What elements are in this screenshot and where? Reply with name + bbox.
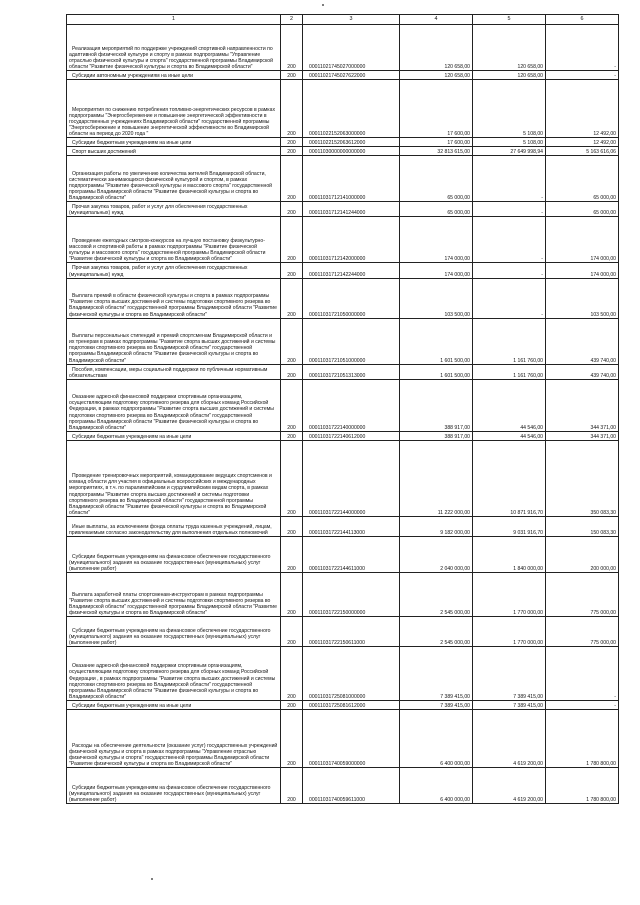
row-executed-amount: 7 389 415,00 [473,700,546,709]
row-executed-amount: 1 161 760,00 [473,318,546,364]
row-approved-amount: 17 600,00 [400,80,473,138]
row-executed-amount: 120 658,00 [473,25,546,71]
row-description [67,440,281,516]
row-description [67,710,281,768]
table-row [67,516,619,536]
budget-table-sheet [66,14,618,804]
row-budget-code: 00011031712141000000 [303,156,400,202]
row-line-code: 200 [281,71,303,80]
row-description-text: Субсидии бюджетным учреждениям на иные цели [72,702,192,709]
row-budget-code: 00011031725081000000 [303,646,400,700]
header-cell-6: 6 [546,15,619,25]
table-row [67,156,619,202]
row-line-code: 200 [281,572,303,616]
row-approved-amount: 174 000,00 [400,217,473,263]
row-unexecuted-amount: 775 000,00 [546,572,619,616]
row-description [67,646,281,700]
row-description-text: Субсидии бюджетным учреждениям на иные цели [72,433,192,440]
row-executed-amount: 5 108,00 [473,80,546,138]
row-line-code: 200 [281,440,303,516]
row-budget-code: 00011022152063612000 [303,138,400,147]
scan-speck [322,4,324,6]
row-line-code: 200 [281,364,303,379]
row-description [67,263,281,278]
row-description-text: Проведение ежегодных смотров-конкурсов на лучшую постановку физкультурно-массовой и спортивной работы в рамках подпрограммы "Развитие физической культуры и массового спорта" государственной программы Владимирской области "Развитие физической культуры и спорта во Владимирской области" [69,238,266,263]
row-unexecuted-amount: 65 000,00 [546,202,619,217]
row-approved-amount: 174 000,00 [400,263,473,278]
row-executed-amount: 1 840 000,00 [473,536,546,572]
row-description-text: Выплата премий в области физической культуры и спорта в рамках подпрограммы "Развитие спорта высших достижений и системы подготовки спортивного резерва во Владимирской области" государственной программы Владимирской области "Развитие физической культуры и спорта во Владимирской области" [69,293,277,318]
row-description-text: Субсидии бюджетным учреждениям на финансовое обеспечение государственного (муниципального) задания на оказание государственных (муниципальных) услуг (выполнение работ) [69,627,271,646]
row-line-code: 200 [281,318,303,364]
row-line-code: 200 [281,700,303,709]
row-description-text: Выплата заработной платы спортсменам-инструкторам в рамках подпрограммы "Развитие спорта высших достижений и системы подготовки спортивного резерва во Владимирской области" государственной программы Владимирской области "Развитие физической культуры и спорта во Владимирской области" [69,591,277,616]
table-body [67,15,619,804]
row-budget-code: 00011031722150000000 [303,572,400,616]
row-executed-amount: 1 770 000,00 [473,572,546,616]
row-line-code: 200 [281,202,303,217]
table-row [67,364,619,379]
header-cell-3: 3 [303,15,400,25]
row-line-code: 200 [281,616,303,646]
row-description-text: Реализация мероприятий по поддержке учреждений спортивной направленности по адаптивной физической культуре и спорту в рамках подпрограммы "Управление отраслью физической культуры и спорта" государственной программы Владимирской области "Развитие физической культуры и спорта во Владимирской области" [69,45,273,70]
row-budget-code: 00011031722144113000 [303,516,400,536]
row-line-code: 200 [281,710,303,768]
table-row [67,71,619,80]
row-approved-amount: 7 389 415,00 [400,646,473,700]
row-unexecuted-amount: 344 371,00 [546,431,619,440]
row-approved-amount: 9 182 000,00 [400,516,473,536]
header-cell-2: 2 [281,15,303,25]
row-budget-code: 00011021745027000000 [303,25,400,71]
row-unexecuted-amount: - [546,25,619,71]
row-description [67,536,281,572]
table-row [67,646,619,700]
row-executed-amount: 44 546,00 [473,379,546,431]
row-description-text: Оказание адресной финансовой поддержки спортивным организациям, осуществляющим подготовку спортивного резерва для сборных команд Российской Федерации, в рамках подпрограммы "Развитие спорта высших достижений и системы подготовки спортивного резерва во Владимирской области" государственной программы Владимирской области "Развитие физической культуры и спорта во Владимирской области" [69,394,274,431]
row-description [67,80,281,138]
row-unexecuted-amount: - [546,700,619,709]
row-budget-code: 00011031740059000000 [303,710,400,768]
row-executed-amount: 7 389 415,00 [473,646,546,700]
row-approved-amount: 103 500,00 [400,278,473,318]
row-executed-amount: 44 546,00 [473,431,546,440]
row-line-code: 200 [281,379,303,431]
row-unexecuted-amount: 1 780 800,00 [546,710,619,768]
row-budget-code: 00011031721050000000 [303,278,400,318]
row-line-code: 200 [281,80,303,138]
row-description-text: Расходы на обеспечение деятельности (оказание услуг) государственных учреждений физической культуры и спорта в рамках подпрограммы "Управление отраслью физической культуры и спорта" государственной программы Владимирской области "Развитие физической культуры и спорта во Владимирской области" [69,742,278,767]
row-description-text: Проведение тренировочных мероприятий, командирование ведущих спортсменов и команд области для участия в официальных всероссийских и международных мероприятиях, в т.ч. по паралимпийским и сурдлимпийским видам спорта, в рамках подпрограммы "Развитие спорта высших достижений и системы подготовки спортивного резерва во Владимирской области" государственной программы Владимирской области "Развитие физической культуры и спорта во Владимирской области" [69,473,272,516]
row-budget-code: 00011031712142000000 [303,217,400,263]
row-description-text: Субсидии бюджетным учреждениям на финансовое обеспечение государственного (муниципального) задания на оказание государственных (муниципальных) услуг (выполнение работ) [69,553,271,572]
row-unexecuted-amount: 439 740,00 [546,364,619,379]
table-row [67,572,619,616]
row-unexecuted-amount: 1 780 800,00 [546,768,619,804]
row-description-text: Субсидии автономным учреждениям на иные цели [72,73,194,79]
row-description-text: Иные выплаты, за исключением фонда оплаты труда казенных учреждений, лицам, привлекаемым согласно законодательству для выполнения отдельных полномочий [69,523,272,536]
row-description [67,768,281,804]
row-executed-amount: - [473,217,546,263]
row-approved-amount: 32 813 615,00 [400,147,473,156]
row-description-text: Прочая закупка товаров, работ и услуг для обеспечения государственных (муниципальных) нужд [69,204,248,217]
row-approved-amount: 2 545 000,00 [400,572,473,616]
row-executed-amount: 1 770 000,00 [473,616,546,646]
row-unexecuted-amount: 12 492,00 [546,138,619,147]
row-approved-amount: 1 601 500,00 [400,318,473,364]
row-unexecuted-amount: 350 083,30 [546,440,619,516]
row-description-text: Субсидии бюджетным учреждениям на финансовое обеспечение государственного (муниципального) задания на оказание государственных (муниципальных) услуг (выполнение работ) [69,784,271,803]
table-row [67,147,619,156]
row-approved-amount: 65 000,00 [400,202,473,217]
table-row [67,440,619,516]
row-description [67,379,281,431]
row-unexecuted-amount: 103 500,00 [546,278,619,318]
row-budget-code: 00011031722144611000 [303,536,400,572]
header-cell-5: 5 [473,15,546,25]
row-unexecuted-amount: 12 492,00 [546,80,619,138]
scan-speck [151,878,153,880]
row-budget-code: 00011022152063000000 [303,80,400,138]
row-executed-amount: 5 108,00 [473,138,546,147]
row-line-code: 200 [281,138,303,147]
row-approved-amount: 388 917,00 [400,379,473,431]
table-row [67,217,619,263]
row-approved-amount: 2 040 000,00 [400,536,473,572]
row-description [67,616,281,646]
row-description-text: Выплаты персональных стипендий и премий спортсменам Владимирской области и их тренерам в рамках подпрограммы "Развитие спорта высших достижений и системы подготовки спортивного резерва во Владимирской области" государственной программы Владимирской области "Развитие физической культуры и спорта во Владимирской области" [69,333,276,364]
row-description [67,138,281,147]
row-unexecuted-amount: 775 000,00 [546,616,619,646]
row-executed-amount: 120 658,00 [473,71,546,80]
row-budget-code: 00011021745027622000 [303,71,400,80]
row-budget-code: 00011030000000000000 [303,147,400,156]
row-budget-code: 00011031722144000000 [303,440,400,516]
row-unexecuted-amount: 5 163 616,06 [546,147,619,156]
row-description-text: Пособия, компенсации, меры социальной поддержки по публичным нормативным обязательствам [69,366,268,379]
row-line-code: 200 [281,278,303,318]
table-row [67,263,619,278]
row-line-code: 200 [281,536,303,572]
row-description [67,431,281,440]
table-row [67,278,619,318]
row-description [67,364,281,379]
row-description [67,25,281,71]
row-line-code: 200 [281,217,303,263]
row-description-text: Организация работы по увеличению количества жителей Владимирской области, систематически занимающихся физической культурой и спортом, в рамках подпрограммы "Развитие физической культуры и массового спорта" государственной программы Владимирской области "Развитие физической культуры и спорта во Владимирской области" [69,170,273,202]
row-unexecuted-amount: 150 083,30 [546,516,619,536]
table-row [67,379,619,431]
table-row [67,202,619,217]
row-line-code: 200 [281,156,303,202]
row-budget-code: 00011031725081612000 [303,700,400,709]
header-cell-4: 4 [400,15,473,25]
row-executed-amount: 9 031 916,70 [473,516,546,536]
row-line-code: 200 [281,516,303,536]
table-row [67,616,619,646]
table-row [67,138,619,147]
row-line-code: 200 [281,768,303,804]
row-approved-amount: 388 917,00 [400,431,473,440]
row-budget-code: 00011031721051313000 [303,364,400,379]
row-executed-amount: 10 871 916,70 [473,440,546,516]
row-approved-amount: 120 658,00 [400,71,473,80]
table-row [67,80,619,138]
row-budget-code: 00011031721051000000 [303,318,400,364]
table-row [67,431,619,440]
row-approved-amount: 120 658,00 [400,25,473,71]
row-line-code: 200 [281,646,303,700]
table-row [67,768,619,804]
table-row [67,25,619,71]
row-description-text: Прочая закупка товаров, работ и услуг для обеспечения государственных (муниципальных) нужд [69,265,248,278]
row-unexecuted-amount: 174 000,00 [546,263,619,278]
row-approved-amount: 6 400 000,00 [400,710,473,768]
row-approved-amount: 2 545 000,00 [400,616,473,646]
row-unexecuted-amount: 344 371,00 [546,379,619,431]
row-executed-amount: - [473,156,546,202]
row-approved-amount: 1 601 500,00 [400,364,473,379]
row-budget-code: 00011031722140000000 [303,379,400,431]
row-unexecuted-amount: - [546,71,619,80]
row-unexecuted-amount: 439 740,00 [546,318,619,364]
row-approved-amount: 6 400 000,00 [400,768,473,804]
row-budget-code: 00011031712142244000 [303,263,400,278]
row-unexecuted-amount: - [546,646,619,700]
row-approved-amount: 11 222 000,00 [400,440,473,516]
row-executed-amount: 27 649 998,94 [473,147,546,156]
table-row [67,536,619,572]
header-cell-1: 1 [67,15,281,25]
row-executed-amount: - [473,278,546,318]
row-budget-code: 00011031740059611000 [303,768,400,804]
row-description [67,156,281,202]
row-budget-code: 00011031722150611000 [303,616,400,646]
row-description-text: Мероприятия по снижению потребления топливно-энергетических ресурсов в рамках подпрограммы "Энергосбережение и повышение энергетической эффективности в государственных учреждениях Владимирской области" государственной программы "Энергосбережение и повышение энергетической эффективности во Владимирской области на период до 2020 года " [69,106,276,137]
row-description [67,278,281,318]
row-description [67,202,281,217]
row-executed-amount: - [473,202,546,217]
row-approved-amount: 17 600,00 [400,138,473,147]
row-unexecuted-amount: 200 000,00 [546,536,619,572]
row-description [67,71,281,80]
row-line-code: 200 [281,263,303,278]
row-description [67,572,281,616]
row-unexecuted-amount: 174 000,00 [546,217,619,263]
row-description [67,147,281,156]
row-executed-amount: 4 619 200,00 [473,768,546,804]
row-line-code: 200 [281,25,303,71]
row-approved-amount: 65 000,00 [400,156,473,202]
header-row [67,15,619,25]
row-executed-amount: - [473,263,546,278]
row-description [67,700,281,709]
row-approved-amount: 7 389 415,00 [400,700,473,709]
budget-execution-table [66,14,619,804]
table-row [67,318,619,364]
row-description [67,318,281,364]
row-description [67,516,281,536]
row-description-text: Спорт высших достижений [72,149,136,156]
row-description [67,217,281,263]
table-row [67,710,619,768]
row-line-code: 200 [281,431,303,440]
row-budget-code: 00011031722140612000 [303,431,400,440]
row-line-code: 200 [281,147,303,156]
row-executed-amount: 4 619 200,00 [473,710,546,768]
table-row [67,700,619,709]
row-executed-amount: 1 161 760,00 [473,364,546,379]
row-budget-code: 00011031712141244000 [303,202,400,217]
row-description-text: Оказание адресной финансовой поддержки спортивным организациям, осуществляющим подготовку спортивного резерва для сборных команд Российской Федерации , в рамках подпрограммы "Развитие спорта высших достижений и системы подготовки спортивного резерва во Владимирской области" государственной программы Владимирской области "Развитие физической культуры и спорта во Владимирской области" [69,663,276,700]
row-description-text: Субсидии бюджетным учреждениям на иные цели [72,140,192,147]
row-unexecuted-amount: 65 000,00 [546,156,619,202]
